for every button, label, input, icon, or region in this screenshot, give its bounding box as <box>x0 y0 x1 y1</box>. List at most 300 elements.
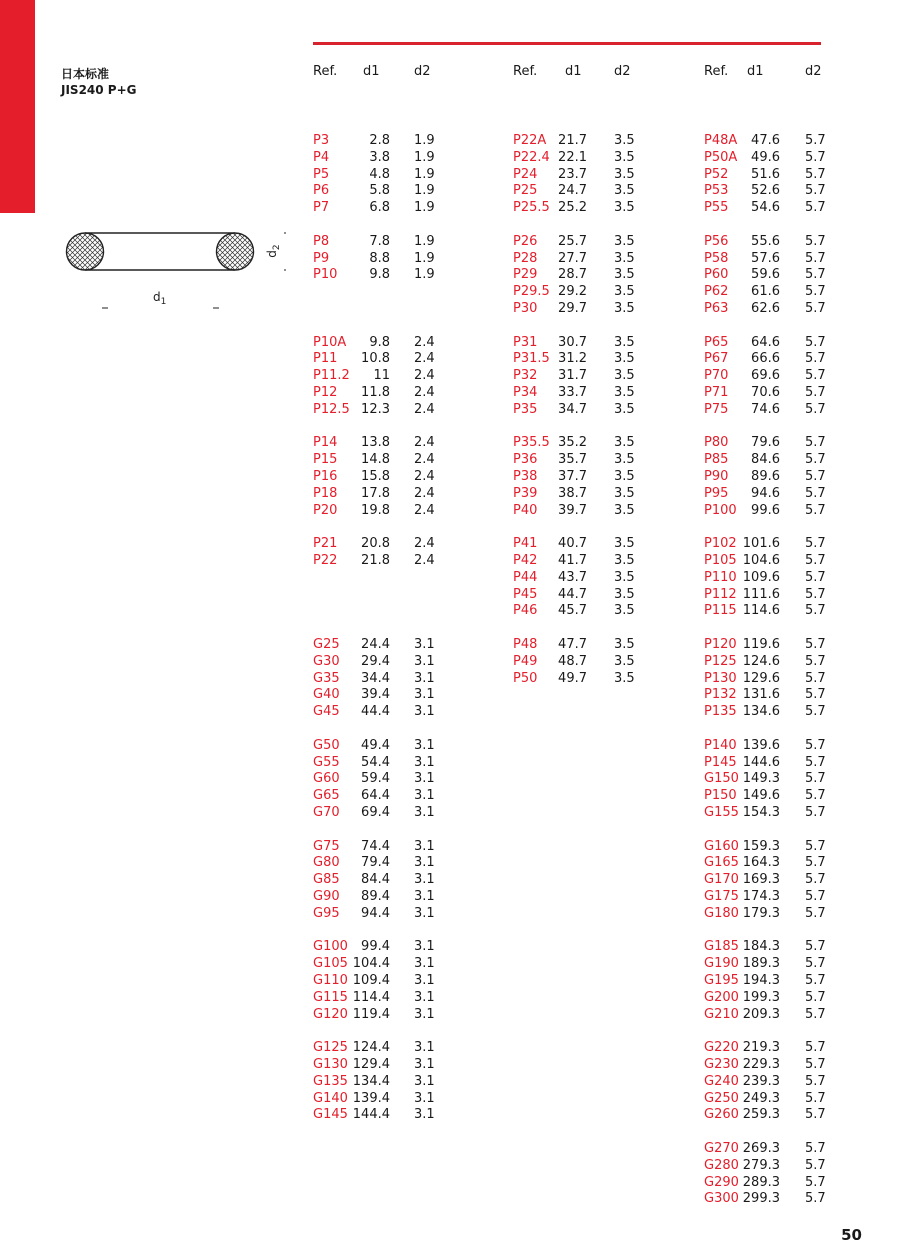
ref-code: G140 <box>313 1090 348 1106</box>
ref-code: P32 <box>513 368 538 384</box>
ref-code: P3 <box>313 133 330 148</box>
header-d2: d2 <box>805 64 822 79</box>
ref-code: G100 <box>313 939 348 955</box>
d2-value: 2.4 <box>414 334 435 350</box>
header-d1: d1 <box>363 64 380 79</box>
d1-value: 249.3 <box>742 1090 780 1106</box>
table-row <box>313 367 443 384</box>
d2-value: 3.5 <box>614 603 635 619</box>
d2-value: 3.1 <box>414 1057 435 1072</box>
table-row <box>704 182 834 199</box>
d2-value: 2.4 <box>414 452 435 468</box>
table-row <box>513 182 643 199</box>
d2-value: 5.7 <box>805 200 826 216</box>
table-row <box>313 871 443 888</box>
d2-value: 1.9 <box>414 250 435 266</box>
ref-code: P80 <box>704 435 729 451</box>
d1-value: 34.4 <box>361 670 390 686</box>
ref-code: P41 <box>513 536 538 552</box>
d2-value: 5.7 <box>805 1141 826 1156</box>
table-row <box>513 602 643 619</box>
d1-value: 3.8 <box>369 149 390 165</box>
d2-value: 5.7 <box>805 754 826 770</box>
ref-code: G25 <box>313 637 340 652</box>
ref-code: G50 <box>313 737 340 753</box>
d2-value: 5.7 <box>805 771 826 787</box>
table-row <box>313 451 443 468</box>
d2-value: 5.7 <box>805 805 826 820</box>
d1-value: 119.4 <box>352 1006 390 1022</box>
d1-value: 37.7 <box>558 469 587 484</box>
table-row <box>313 266 443 283</box>
d2-value: 5.7 <box>805 956 826 972</box>
ref-code: P22A <box>513 133 547 148</box>
d2-value: 5.7 <box>805 133 826 148</box>
ref-code: G165 <box>704 855 739 871</box>
table-row <box>513 434 643 451</box>
table-row <box>313 804 443 821</box>
table-row <box>313 1056 443 1073</box>
ref-code: P12 <box>313 385 338 400</box>
header-d1: d1 <box>565 64 582 79</box>
d1-value: 12.3 <box>361 401 390 417</box>
d1-value: 20.8 <box>361 536 390 552</box>
d2-value: 3.5 <box>614 250 635 266</box>
table-row <box>704 132 834 149</box>
table-row <box>704 1140 834 1157</box>
d2-value: 3.5 <box>614 166 635 182</box>
ref-code: P5 <box>313 166 330 182</box>
d1-value: 119.6 <box>742 637 780 652</box>
table-row <box>704 972 834 989</box>
d2-label: d <box>265 250 279 258</box>
ref-code: P48 <box>513 637 538 652</box>
d1-value: 30.7 <box>558 334 587 350</box>
ref-code: G125 <box>313 1040 348 1056</box>
d1-value: 99.6 <box>751 502 780 518</box>
d2-value: 5.7 <box>805 183 826 199</box>
d1-value: 279.3 <box>742 1157 780 1173</box>
ref-code: G260 <box>704 1107 739 1123</box>
d1-value: 10.8 <box>361 351 390 367</box>
ref-code: G35 <box>313 670 340 686</box>
ref-code: P70 <box>704 368 729 384</box>
d1-value: 17.8 <box>361 485 390 501</box>
table-row <box>704 1006 834 1023</box>
ref-code: G300 <box>704 1191 739 1207</box>
table-row <box>313 938 443 955</box>
ref-code: P40 <box>513 502 538 518</box>
d1-value: 79.6 <box>751 435 780 451</box>
table-row <box>513 586 643 603</box>
table-row <box>704 250 834 267</box>
table-row <box>704 485 834 502</box>
ref-code: P34 <box>513 385 538 400</box>
d2-value: 3.1 <box>414 855 435 871</box>
d1-value: 134.6 <box>742 704 780 720</box>
table-row <box>313 1039 443 1056</box>
table-row <box>513 283 643 300</box>
table-row <box>704 1073 834 1090</box>
d2-value: 5.7 <box>805 351 826 367</box>
header-d1: d1 <box>747 64 764 79</box>
ref-code: G280 <box>704 1157 739 1173</box>
ref-code: P150 <box>704 788 737 804</box>
d2-value: 5.7 <box>805 149 826 165</box>
ref-code: G85 <box>313 872 340 888</box>
ref-code: P140 <box>704 737 737 753</box>
d1-value: 61.6 <box>751 284 780 300</box>
ref-code: P29 <box>513 267 538 283</box>
table-row <box>704 334 834 351</box>
d1-value: 39.4 <box>361 687 390 703</box>
d2-value: 2.4 <box>414 385 435 400</box>
table-row <box>313 434 443 451</box>
d2-value: 3.5 <box>614 469 635 484</box>
ref-code: P75 <box>704 401 729 417</box>
table-row <box>704 670 834 687</box>
table-row <box>704 569 834 586</box>
ref-code: P42 <box>513 553 538 568</box>
ref-code: P56 <box>704 233 729 249</box>
ref-code: P30 <box>513 301 538 316</box>
header-d2: d2 <box>414 64 431 79</box>
d2-value: 3.1 <box>414 737 435 753</box>
d2-value: 5.7 <box>805 401 826 417</box>
ref-code: G170 <box>704 872 739 888</box>
d2-value: 3.5 <box>614 385 635 400</box>
d2-value: 5.7 <box>805 368 826 384</box>
table-row <box>704 367 834 384</box>
ref-code: P135 <box>704 704 737 720</box>
d1-value: 101.6 <box>742 536 780 552</box>
d2-value: 2.4 <box>414 368 435 384</box>
d1-value: 6.8 <box>369 200 390 216</box>
d2-value: 3.1 <box>414 788 435 804</box>
d1-value: 149.3 <box>742 771 780 787</box>
table-row <box>313 149 443 166</box>
d2-value: 1.9 <box>414 149 435 165</box>
d2-value: 5.7 <box>805 687 826 703</box>
table-row <box>313 535 443 552</box>
d1-value: 59.6 <box>751 267 780 283</box>
table-row <box>704 955 834 972</box>
table-row <box>513 552 643 569</box>
d1-value: 89.4 <box>361 889 390 904</box>
table-row <box>313 1006 443 1023</box>
d1-value: 49.7 <box>558 670 587 686</box>
table-row <box>704 1056 834 1073</box>
ref-code: G210 <box>704 1006 739 1022</box>
d2-value: 3.5 <box>614 133 635 148</box>
d1-value: 28.7 <box>558 267 587 283</box>
svg-text:d2 <box>265 244 282 257</box>
ref-code: P132 <box>704 687 737 703</box>
cross-section-left <box>67 233 104 270</box>
table-row <box>513 166 643 183</box>
table-row <box>313 233 443 250</box>
d1-value: 47.7 <box>558 637 587 652</box>
ref-code: G30 <box>313 653 340 669</box>
d2-value: 1.9 <box>414 233 435 249</box>
table-row <box>313 468 443 485</box>
d2-value: 5.7 <box>805 586 826 602</box>
d2-value: 5.7 <box>805 1057 826 1072</box>
ref-code: P24 <box>513 166 538 182</box>
cross-section-right <box>217 233 254 270</box>
table-row <box>513 636 643 653</box>
d1-value: 139.6 <box>742 737 780 753</box>
table-row <box>313 670 443 687</box>
d2-value: 5.7 <box>805 889 826 904</box>
d1-value: 64.4 <box>361 788 390 804</box>
d1-label: d <box>153 290 161 304</box>
ref-code: G145 <box>313 1107 348 1123</box>
d1-value: 159.3 <box>742 838 780 854</box>
page-number: 50 <box>841 1226 862 1244</box>
d2-value: 5.7 <box>805 385 826 400</box>
d1-value: 259.3 <box>742 1107 780 1123</box>
d1-value: 15.8 <box>361 469 390 484</box>
d1-value: 189.3 <box>742 956 780 972</box>
table-row <box>513 384 643 401</box>
d1-value: 35.7 <box>558 452 587 468</box>
d1-value: 55.6 <box>751 233 780 249</box>
d2-value: 3.5 <box>614 267 635 283</box>
d1-value: 11.8 <box>361 385 390 400</box>
d2-value: 3.1 <box>414 754 435 770</box>
d1-value: 289.3 <box>742 1174 780 1190</box>
table-row <box>704 199 834 216</box>
table-row <box>313 972 443 989</box>
table-row <box>704 938 834 955</box>
table-row <box>513 149 643 166</box>
table-row <box>704 502 834 519</box>
d1-value: 47.6 <box>751 133 780 148</box>
d1-value: 129.6 <box>742 670 780 686</box>
table-row <box>704 1090 834 1107</box>
ref-code: G65 <box>313 788 340 804</box>
d2-value: 3.1 <box>414 838 435 854</box>
table-row <box>313 787 443 804</box>
d1-value: 109.6 <box>742 569 780 585</box>
d2-value: 5.7 <box>805 905 826 921</box>
ref-code: P62 <box>704 284 729 300</box>
table-row <box>513 670 643 687</box>
ref-code: G190 <box>704 956 739 972</box>
d2-value: 5.7 <box>805 166 826 182</box>
standard-title-cn: 日本标准 <box>61 67 110 81</box>
d1-value: 7.8 <box>369 233 390 249</box>
d2-value: 5.7 <box>805 250 826 266</box>
d1-value: 57.6 <box>751 250 780 266</box>
d2-value: 3.1 <box>414 872 435 888</box>
ref-code: G290 <box>704 1174 739 1190</box>
d2-value: 3.1 <box>414 637 435 652</box>
d2-value: 2.4 <box>414 401 435 417</box>
ref-code: P20 <box>313 502 338 518</box>
ref-code: P95 <box>704 485 729 501</box>
d2-value: 5.7 <box>805 603 826 619</box>
d1-value: 66.6 <box>751 351 780 367</box>
d2-value: 5.7 <box>805 855 826 871</box>
ref-code: G110 <box>313 973 348 988</box>
d1-value: 131.6 <box>742 687 780 703</box>
d2-value: 3.1 <box>414 889 435 904</box>
table-row <box>313 401 443 418</box>
table-row <box>704 1157 834 1174</box>
header-ref: Ref. <box>704 64 729 79</box>
table-row <box>313 703 443 720</box>
d1-value: 149.6 <box>742 788 780 804</box>
d2-value: 5.7 <box>805 1157 826 1173</box>
table-row <box>513 653 643 670</box>
d1-value: 54.6 <box>751 200 780 216</box>
d1-label-sub: 1 <box>160 297 167 307</box>
table-row <box>313 182 443 199</box>
ref-code: P100 <box>704 502 737 518</box>
ref-code: P105 <box>704 553 737 568</box>
d2-value: 3.5 <box>614 553 635 568</box>
d2-value: 3.1 <box>414 805 435 820</box>
table-row <box>513 266 643 283</box>
table-row <box>704 149 834 166</box>
table-row <box>704 686 834 703</box>
d2-value: 5.7 <box>805 267 826 283</box>
ref-code: G195 <box>704 973 739 988</box>
o-ring-diagram <box>55 220 295 320</box>
ref-code: P6 <box>313 183 330 199</box>
d1-value: 124.4 <box>352 1040 390 1056</box>
table-row <box>704 653 834 670</box>
d2-value: 5.7 <box>805 1191 826 1207</box>
table-row <box>313 636 443 653</box>
ref-code: P52 <box>704 166 729 182</box>
d1-value: 114.6 <box>742 603 780 619</box>
d1-value: 194.3 <box>742 973 780 988</box>
table-row <box>513 569 643 586</box>
d1-value: 164.3 <box>742 855 780 871</box>
table-row <box>313 132 443 149</box>
d2-value: 3.5 <box>614 301 635 316</box>
d1-value: 25.2 <box>558 200 587 216</box>
ref-code: P9 <box>313 250 330 266</box>
d1-value: 74.4 <box>361 838 390 854</box>
ref-code: P29.5 <box>513 284 550 300</box>
table-row <box>313 1106 443 1123</box>
d1-value: 39.7 <box>558 502 587 518</box>
table-row <box>313 1073 443 1090</box>
ref-code: G200 <box>704 989 739 1005</box>
ref-code: P11.2 <box>313 368 350 384</box>
d2-value: 2.4 <box>414 536 435 552</box>
table-row <box>313 502 443 519</box>
d1-value: 31.7 <box>558 368 587 384</box>
ref-code: G175 <box>704 889 739 904</box>
table-row <box>704 1190 834 1207</box>
ref-code: P125 <box>704 653 737 669</box>
table-row <box>313 686 443 703</box>
d2-value: 3.1 <box>414 1006 435 1022</box>
d1-value: 124.6 <box>742 653 780 669</box>
d2-value: 3.1 <box>414 687 435 703</box>
ref-code: P120 <box>704 637 737 652</box>
table-row <box>704 384 834 401</box>
d1-value: 84.6 <box>751 452 780 468</box>
ref-code: P60 <box>704 267 729 283</box>
ref-code: P50A <box>704 149 738 165</box>
d1-value: 111.6 <box>742 586 780 602</box>
d1-value: 70.6 <box>751 385 780 400</box>
d1-value: 44.4 <box>361 704 390 720</box>
d2-value: 3.1 <box>414 956 435 972</box>
header-d2: d2 <box>614 64 631 79</box>
d1-value: 29.4 <box>361 653 390 669</box>
d2-value: 3.5 <box>614 284 635 300</box>
ref-code: P21 <box>313 536 338 552</box>
table-row <box>513 250 643 267</box>
d2-label-sub: 2 <box>272 244 282 251</box>
d2-value: 3.5 <box>614 653 635 669</box>
table-row <box>513 502 643 519</box>
d2-value: 1.9 <box>414 267 435 283</box>
d2-value: 5.7 <box>805 737 826 753</box>
d1-value: 229.3 <box>742 1057 780 1072</box>
d2-value: 3.1 <box>414 704 435 720</box>
d2-value: 2.4 <box>414 502 435 518</box>
ref-code: P45 <box>513 586 538 602</box>
d1-value: 14.8 <box>361 452 390 468</box>
d2-value: 2.4 <box>414 351 435 367</box>
d1-value: 49.6 <box>751 149 780 165</box>
d2-value: 5.7 <box>805 637 826 652</box>
table-row <box>704 737 834 754</box>
d1-value: 59.4 <box>361 771 390 787</box>
d1-value: 54.4 <box>361 754 390 770</box>
d2-value: 5.7 <box>805 1107 826 1123</box>
d2-value: 3.5 <box>614 670 635 686</box>
table-row <box>513 350 643 367</box>
table-row <box>704 636 834 653</box>
d1-value: 84.4 <box>361 872 390 888</box>
ref-code: P49 <box>513 653 538 669</box>
d1-value: 31.2 <box>558 351 587 367</box>
table-row <box>704 804 834 821</box>
d2-value: 2.4 <box>414 435 435 451</box>
d2-value: 5.7 <box>805 502 826 518</box>
table-row <box>513 199 643 216</box>
table-row <box>704 552 834 569</box>
d1-value: 9.8 <box>369 267 390 283</box>
ref-code: G160 <box>704 838 739 854</box>
d2-value: 3.5 <box>614 485 635 501</box>
d1-value: 144.4 <box>352 1107 390 1123</box>
d2-value: 5.7 <box>805 1090 826 1106</box>
ref-code: P22 <box>313 553 338 568</box>
d2-value: 5.7 <box>805 452 826 468</box>
d2-value: 3.5 <box>614 200 635 216</box>
ref-code: P4 <box>313 149 330 165</box>
table-row <box>704 300 834 317</box>
ref-code: P145 <box>704 754 737 770</box>
d1-value: 2.8 <box>369 133 390 148</box>
d2-value: 3.5 <box>614 435 635 451</box>
d2-value: 3.1 <box>414 905 435 921</box>
d1-value: 48.7 <box>558 653 587 669</box>
d2-value: 1.9 <box>414 183 435 199</box>
ref-code: G45 <box>313 704 340 720</box>
table-row <box>313 854 443 871</box>
